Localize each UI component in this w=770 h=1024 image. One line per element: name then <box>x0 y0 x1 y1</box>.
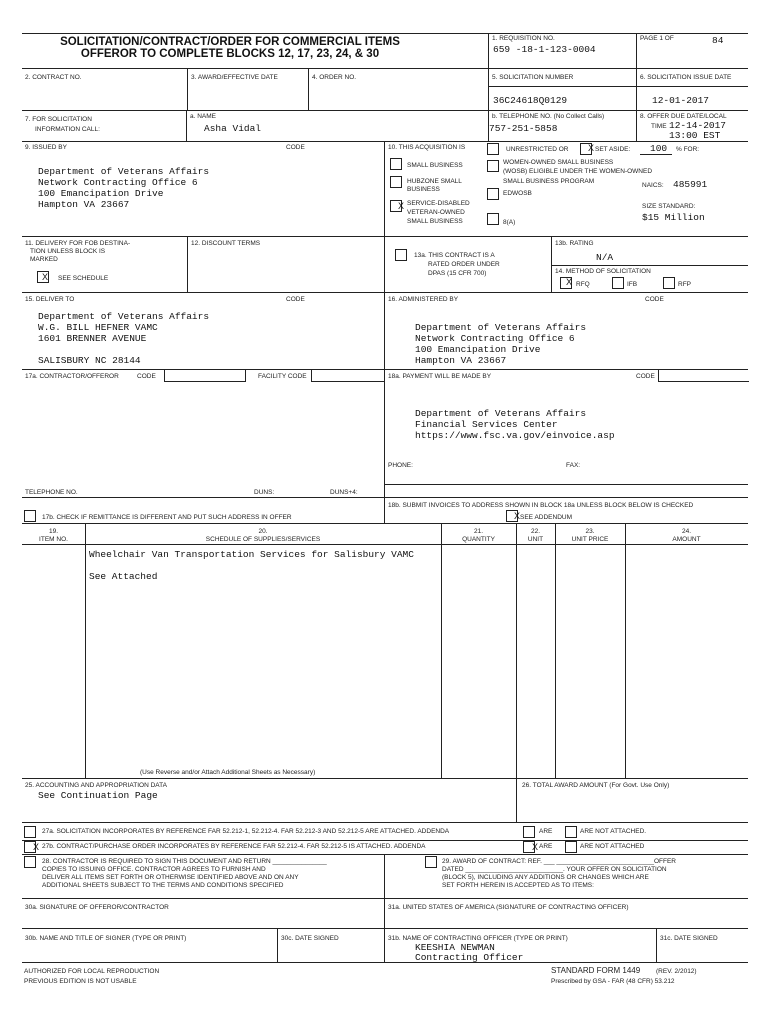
clause-27b-check-mark: X <box>33 842 40 852</box>
rfq-check-mark: X <box>566 277 573 287</box>
col-title: UNIT PRICE <box>571 536 609 543</box>
signature-31a-label: 31a. UNITED STATES OF AMERICA (SIGNATURE OF CONTRACTING OFFICER) <box>388 904 629 911</box>
facility-code-label: FACILITY CODE <box>258 373 307 380</box>
offer-due-time[interactable]: 13:00 EST <box>669 130 721 141</box>
address-line: Department of Veterans Affairs <box>38 311 210 322</box>
form-revision: (REV. 2/2012) <box>656 968 697 975</box>
col-amount-header <box>625 528 748 544</box>
27b-are-check-mark: X <box>532 842 539 852</box>
order-no-label: 4. ORDER NO. <box>312 74 357 81</box>
payment-code-label: CODE <box>636 373 655 380</box>
sdvosb-label-2: VETERAN-OWNED <box>407 209 465 216</box>
requisition-value[interactable]: 659 -18-1-123-0004 <box>493 44 596 55</box>
schedule-footnote: (Use Reverse and/or Attach Additional Sheets as Necessary) <box>140 769 316 776</box>
for-solicitation-label: 7. FOR SOLICITATION <box>25 116 92 123</box>
wosb-label-3: SMALL BUSINESS PROGRAM <box>503 178 595 185</box>
previous-edition: PREVIOUS EDITION IS NOT USABLE <box>24 978 137 985</box>
rated-order-label-2: RATED ORDER UNDER <box>428 261 500 268</box>
sdvosb-check-mark: X <box>398 201 405 211</box>
payment-address <box>415 408 615 441</box>
schedule-description: Wheelchair Van Transportation Services for Salisbury VAMC <box>89 549 414 560</box>
deliver-to-address <box>38 311 209 366</box>
rfp-checkbox[interactable] <box>663 277 675 289</box>
clause-line: (BLOCK 5), INCLUDING ANY ADDITIONS OR CHANGES WHICH ARE <box>442 874 649 881</box>
col-title: SCHEDULE OF SUPPLIES/SERVICES <box>205 536 321 543</box>
contractor-code-label: CODE <box>137 373 156 380</box>
duns-label: DUNS: <box>254 489 275 496</box>
address-line: Financial Services Center <box>415 419 558 430</box>
edwosb-checkbox[interactable] <box>487 188 499 200</box>
rated-order-label: 13a. THIS CONTRACT IS A <box>414 252 495 259</box>
payment-url[interactable]: https://www.fsc.va.gov/einvoice.asp <box>415 430 615 441</box>
clause-27a-label: 27a. SOLICITATION INCORPORATES BY REFERENCE FAR 52.212-1, 52.212-4. FAR 52.212-3 AND 52.212-5 ARE ATTACHED. ADDENDA <box>42 828 450 835</box>
col-quantity-header <box>441 528 516 544</box>
clause-line: 29. AWARD OF CONTRACT: REF. ___ ___________________________OFFER <box>442 858 677 865</box>
naics-label: NAICS: <box>642 182 664 189</box>
issue-date-label: 6. SOLICITATION ISSUE DATE <box>640 74 732 81</box>
payment-fax-label: FAX: <box>566 462 581 469</box>
col-number: 19. <box>48 528 59 535</box>
issued-by-label: 9. ISSUED BY <box>25 144 67 151</box>
schedule-see-attached: See Attached <box>89 571 158 582</box>
wosb-checkbox[interactable] <box>487 160 499 172</box>
prescribed-by: Prescribed by GSA - FAR (48 CFR) 53.212 <box>551 978 675 985</box>
naics-value[interactable]: 485991 <box>673 179 708 190</box>
officer-date-label: 31c. DATE SIGNED <box>660 935 718 942</box>
method-label: 14. METHOD OF SOLICITATION <box>555 268 651 275</box>
name-label: a. NAME <box>190 113 217 120</box>
rfq-label: RFQ <box>576 281 590 288</box>
address-line: Hampton VA 23667 <box>38 199 130 210</box>
page-total: 84 <box>712 35 724 46</box>
remittance-label: 17b. CHECK IF REMITTANCE IS DIFFERENT AND PUT SUCH ADDRESS IN OFFER <box>42 514 292 521</box>
contact-name[interactable]: Asha Vidal <box>204 123 262 134</box>
officer-name[interactable]: KEESHIA NEWMAN <box>415 942 495 953</box>
hubzone-label-2: BUSINESS <box>407 186 440 193</box>
clause-line: ADDITIONAL SHEETS SUBJECT TO THE TERMS AND CONDITIONS SPECIFIED <box>42 882 284 889</box>
address-line: SALISBURY NC 28144 <box>38 355 141 366</box>
offer-due-date[interactable]: 12-14-2017 <box>669 120 727 131</box>
27b-are-not-label: ARE NOT ATTACHED <box>580 843 645 850</box>
authorized-reproduction: AUTHORIZED FOR LOCAL REPRODUCTION <box>24 968 160 975</box>
clause-line: SET FORTH HEREIN IS ACCEPTED AS TO ITEMS: <box>442 882 594 889</box>
col-number: 20. <box>258 528 268 535</box>
see-schedule-label: SEE SCHEDULE <box>58 275 109 282</box>
size-standard-value[interactable]: $15 Million <box>642 212 705 223</box>
clause-line: COPIES TO ISSUING OFFICE. CONTRACTOR AGREES TO FURNISH AND <box>42 866 266 873</box>
clause-line: DELIVER ALL ITEMS SET FORTH OR OTHERWISE IDENTIFIED ABOVE AND ON ANY <box>42 874 299 881</box>
col-number: 23. <box>585 528 595 535</box>
telephone-label: b. TELEPHONE NO. (No Collect Calls) <box>492 113 605 120</box>
clause-line: 28. CONTRACTOR IS REQUIRED TO SIGN THIS DOCUMENT AND RETURN _______________ <box>42 858 327 865</box>
contractor-code-field[interactable] <box>164 369 246 382</box>
issued-by-code-label: CODE <box>286 144 305 151</box>
ifb-checkbox[interactable] <box>612 277 624 289</box>
solicitation-no-label: 5. SOLICITATION NUMBER <box>492 74 574 81</box>
address-line: 100 Emancipation Drive <box>415 344 541 355</box>
offer-due-label: 8. OFFER DUE DATE/LOCAL <box>640 113 727 120</box>
standard-form-number: STANDARD FORM 1449 <box>551 966 641 975</box>
clause-27b-label: 27b. CONTRACT/PURCHASE ORDER INCORPORATES BY REFERENCE FAR 52.212-4. FAR 52.212-5 IS ATTACHED. ADDENDA <box>42 843 426 850</box>
payment-phone-label: PHONE: <box>388 462 413 469</box>
address-line: Network Contracting Office 6 <box>415 333 575 344</box>
clause-28-checkbox[interactable] <box>24 856 36 868</box>
signer-date-label: 30c. DATE SIGNED <box>281 935 339 942</box>
27a-are-not-label: ARE NOT ATTACHED. <box>580 828 647 835</box>
issue-date-value[interactable]: 12-01-2017 <box>652 95 710 106</box>
set-aside-check-mark: X <box>588 143 595 153</box>
contractor-telephone-label: TELEPHONE NO. <box>25 489 78 496</box>
see-schedule-check-mark: X <box>42 272 49 282</box>
facility-code-field[interactable] <box>311 369 385 382</box>
address-line <box>38 344 209 355</box>
percent-for-label: % FOR: <box>676 146 700 153</box>
address-line: Department of Veterans Affairs <box>415 408 587 419</box>
ifb-label: IFB <box>627 281 638 288</box>
clause-29-text <box>442 858 676 890</box>
administered-by-label: 16. ADMINISTERED BY <box>388 296 459 303</box>
clause-28-text <box>42 858 327 890</box>
officer-signature-field[interactable] <box>388 912 744 926</box>
accounting-value[interactable]: See Continuation Page <box>38 790 158 801</box>
rfp-label: RFP <box>678 281 691 288</box>
eight-a-checkbox[interactable] <box>487 213 499 225</box>
col-number: 22. <box>530 528 541 535</box>
27b-are-label: ARE <box>539 843 553 850</box>
col-schedule-header <box>85 528 441 544</box>
deliver-to-label: 15. DELIVER TO <box>25 296 75 303</box>
27a-are-label: ARE <box>539 828 553 835</box>
offeror-signature-field[interactable] <box>24 912 380 926</box>
signature-30a-label: 30a. SIGNATURE OF OFFEROR/CONTRACTOR <box>25 904 169 911</box>
contractor-label: 17a. CONTRACTOR/OFFEROR <box>25 373 119 380</box>
set-aside-percent[interactable]: 100 <box>650 143 668 154</box>
eight-a-label: 8(A) <box>503 219 516 226</box>
col-item-no-header <box>22 528 85 544</box>
time-label: TIME <box>651 123 667 130</box>
hubzone-checkbox[interactable] <box>390 176 402 188</box>
telephone-value[interactable]: 757-251-5858 <box>489 123 558 134</box>
discount-terms-label: 12. DISCOUNT TERMS <box>191 240 261 247</box>
small-business-label: SMALL BUSINESS <box>407 162 463 169</box>
address-line: Department of Veterans Affairs <box>38 166 210 177</box>
col-unit-header <box>516 528 555 544</box>
see-addendum-check-mark: X <box>514 511 521 521</box>
address-line: 1601 BRENNER AVENUE <box>38 333 147 344</box>
col-unit-price-header <box>555 528 625 544</box>
award-date-label: 3. AWARD/EFFECTIVE DATE <box>191 74 278 81</box>
see-addendum-label: SEE ADDENDUM <box>520 514 573 521</box>
contract-no-label: 2. CONTRACT NO. <box>25 74 82 81</box>
officer-title[interactable]: Contracting Officer <box>415 952 524 963</box>
payment-code-field[interactable] <box>658 369 749 382</box>
col-title: AMOUNT <box>672 536 701 543</box>
27a-are-not-checkbox[interactable] <box>565 826 577 838</box>
address-line: W.G. BILL HEFNER VAMC <box>38 322 158 333</box>
rated-order-label-3: DPAS (15 CFR 700) <box>428 270 487 277</box>
delivery-fob-label-2: TION UNLESS BLOCK IS <box>30 248 106 255</box>
wosb-label-2: (WOSB) ELIGIBLE UNDER THE WOMEN-OWNED <box>503 168 653 175</box>
page-label: PAGE 1 OF <box>640 35 674 42</box>
administered-by-address <box>415 322 586 366</box>
solicitation-no-value[interactable]: 36C24618Q0129 <box>493 95 568 106</box>
form-title <box>30 36 430 60</box>
address-line: Department of Veterans Affairs <box>415 322 587 333</box>
27a-are-checkbox[interactable] <box>523 826 535 838</box>
col-title: ITEM NO. <box>39 536 68 543</box>
delivery-fob-label: 11. DELIVERY FOR FOB DESTINA- <box>25 240 131 247</box>
submit-invoices-label: 18b. SUBMIT INVOICES TO ADDRESS SHOWN IN BLOCK 18a UNLESS BLOCK BELOW IS CHECKED <box>388 502 694 509</box>
clause-29-checkbox[interactable] <box>425 856 437 868</box>
signer-name-label: 30b. NAME AND TITLE OF SIGNER (TYPE OR PRINT) <box>25 935 187 942</box>
requisition-label: 1. REQUISITION NO. <box>492 35 555 42</box>
clause-27a-checkbox[interactable] <box>24 826 36 838</box>
duns4-label: DUNS+4: <box>330 489 358 496</box>
acquisition-label: 10. THIS ACQUISITION IS <box>388 144 466 151</box>
delivery-fob-label-3: MARKED <box>30 256 58 263</box>
total-award-label: 26. TOTAL AWARD AMOUNT (For Govt. Use Only) <box>522 782 670 789</box>
sdvosb-label-3: SMALL BUSINESS <box>407 218 463 225</box>
size-standard-label: SIZE STANDARD: <box>642 203 696 210</box>
clause-line: DATED ___________________________. YOUR OFFER ON SOLICITATION <box>442 866 667 873</box>
payment-label: 18a. PAYMENT WILL BE MADE BY <box>388 373 492 380</box>
col-title: UNIT <box>527 536 544 543</box>
officer-name-label: 31b. NAME OF CONTRACTING OFFICER (TYPE OR PRINT) <box>388 935 568 942</box>
rated-order-checkbox[interactable] <box>395 249 407 261</box>
unrestricted-checkbox[interactable] <box>487 143 499 155</box>
small-business-checkbox[interactable] <box>390 158 402 170</box>
address-line: 100 Emancipation Drive <box>38 188 164 199</box>
issued-by-address <box>38 166 209 210</box>
col-number: 21. <box>473 528 484 535</box>
rating-value[interactable]: N/A <box>596 252 614 263</box>
col-title: QUANTITY <box>462 536 495 543</box>
address-line: Network Contracting Office 6 <box>38 177 198 188</box>
info-call-label: INFORMATION CALL: <box>35 126 100 133</box>
form-title-line2: OFFEROR TO COMPLETE BLOCKS 12, 17, 23, 24, & 30 <box>80 48 380 60</box>
sdvosb-label: SERVICE-DISABLED <box>407 200 470 207</box>
accounting-label: 25. ACCOUNTING AND APPROPRIATION DATA <box>25 782 167 789</box>
wosb-label: WOMEN-OWNED SMALL BUSINESS <box>503 159 614 166</box>
27b-are-not-checkbox[interactable] <box>565 841 577 853</box>
remittance-checkbox[interactable] <box>24 510 36 522</box>
col-number: 24. <box>681 528 692 535</box>
administered-code-label: CODE <box>645 296 664 303</box>
set-aside-label: SET ASIDE: <box>595 146 631 153</box>
address-line: Hampton VA 23667 <box>415 355 507 366</box>
edwosb-label: EDWOSB <box>503 190 532 197</box>
form-title-line1: SOLICITATION/CONTRACT/ORDER FOR COMMERCIAL ITEMS <box>60 36 400 48</box>
unrestricted-label: UNRESTRICTED OR <box>506 146 569 153</box>
rating-label: 13b. RATING <box>555 240 594 247</box>
hubzone-label: HUBZONE SMALL <box>407 178 462 185</box>
deliver-to-code-label: CODE <box>286 296 305 303</box>
